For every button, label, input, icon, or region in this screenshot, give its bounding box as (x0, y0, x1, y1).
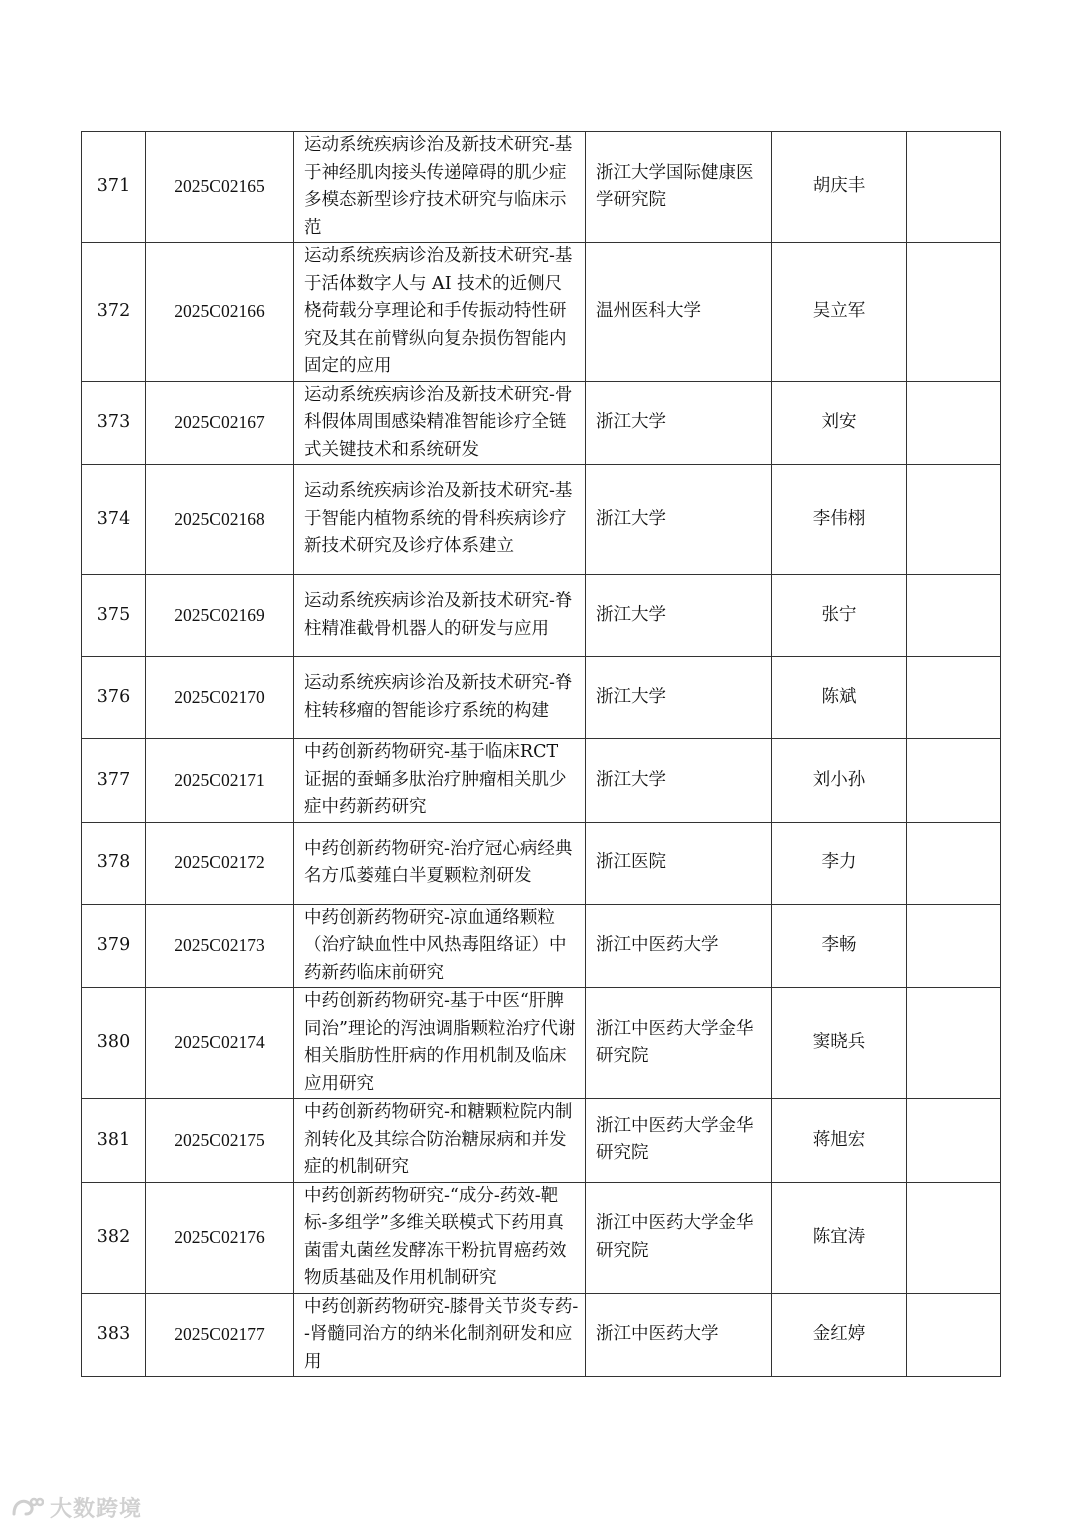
note-cell (907, 988, 1001, 1099)
project-leader: 吴立军 (772, 243, 907, 382)
project-leader: 胡庆丰 (772, 132, 907, 243)
table-row (82, 739, 1001, 823)
row-number: 374 (82, 465, 146, 575)
table-body (82, 132, 1001, 1377)
project-leader: 张宁 (772, 575, 907, 657)
institution: 浙江大学 (586, 575, 772, 657)
row-number: 375 (82, 575, 146, 657)
project-code: 2025C02167 (146, 381, 294, 465)
institution: 浙江中医药大学 (586, 904, 772, 988)
project-leader: 李伟栩 (772, 465, 907, 575)
project-leader: 刘安 (772, 381, 907, 465)
row-number: 376 (82, 657, 146, 739)
note-cell (907, 822, 1001, 904)
note-cell (907, 1182, 1001, 1293)
table-row (82, 132, 1001, 243)
note-cell (907, 739, 1001, 823)
note-cell (907, 465, 1001, 575)
project-title: 运动系统疾病诊治及新技术研究-基于智能内植物系统的骨科疾病诊疗新技术研究及诊疗体系建立 (304, 481, 573, 557)
table-row (82, 822, 1001, 904)
project-title: 运动系统疾病诊治及新技术研究-脊柱精准截骨机器人的研发与应用 (304, 591, 573, 639)
note-cell (907, 1099, 1001, 1183)
project-title: 中药创新药物研究-基于临床RCT 证据的蚕蛹多肽治疗肿瘤相关肌少症中药新药研究 (304, 742, 567, 817)
brand-logo-icon (10, 1494, 44, 1520)
project-title: 中药创新药物研究-基于中医“肝脾同治”理论的泻浊调脂颗粒治疗代谢相关脂肪性肝病的作用机制及临床应用研究 (304, 991, 576, 1094)
project-code: 2025C02171 (146, 739, 294, 823)
row-number: 382 (82, 1182, 146, 1293)
note-cell (907, 381, 1001, 465)
institution: 浙江医院 (586, 822, 772, 904)
institution: 浙江中医药大学金华研究院 (586, 1099, 772, 1183)
row-number: 373 (82, 381, 146, 465)
project-title: 运动系统疾病诊治及新技术研究-脊柱转移瘤的智能诊疗系统的构建 (304, 673, 573, 721)
note-cell (907, 132, 1001, 243)
institution: 浙江中医药大学金华研究院 (586, 988, 772, 1099)
table-row (82, 575, 1001, 657)
project-leader: 李畅 (772, 904, 907, 988)
project-code: 2025C02172 (146, 822, 294, 904)
project-title: 中药创新药物研究-膝骨关节炎专药--肾髓同治方的纳米化制剂研发和应用 (304, 1296, 579, 1372)
table-row (82, 1182, 1001, 1293)
row-number: 377 (82, 739, 146, 823)
table-row (82, 243, 1001, 382)
project-title: 中药创新药物研究-“成分-药效-靶标-多组学”多维关联模式下药用真菌雷丸菌丝发酵冻干粉抗胃癌药效物质基础及作用机制研究 (304, 1185, 567, 1288)
institution: 浙江中医药大学金华研究院 (586, 1182, 772, 1293)
project-code: 2025C02169 (146, 575, 294, 657)
institution: 浙江大学 (586, 657, 772, 739)
institution: 温州医科大学 (586, 243, 772, 382)
note-cell (907, 243, 1001, 382)
row-number: 383 (82, 1293, 146, 1377)
project-code: 2025C02166 (146, 243, 294, 382)
row-number: 371 (82, 132, 146, 243)
institution: 浙江中医药大学 (586, 1293, 772, 1377)
project-leader: 李力 (772, 822, 907, 904)
row-number: 378 (82, 822, 146, 904)
table-row (82, 988, 1001, 1099)
institution: 浙江大学国际健康医学研究院 (586, 132, 772, 243)
row-number: 380 (82, 988, 146, 1099)
project-leader: 刘小孙 (772, 739, 907, 823)
project-code: 2025C02177 (146, 1293, 294, 1377)
project-title: 中药创新药物研究-和糖颗粒院内制剂转化及其综合防治糖尿病和并发症的机制研究 (304, 1102, 573, 1177)
row-number: 379 (82, 904, 146, 988)
project-code: 2025C02168 (146, 465, 294, 575)
table-row (82, 1293, 1001, 1377)
row-number: 381 (82, 1099, 146, 1183)
project-leader: 蒋旭宏 (772, 1099, 907, 1183)
note-cell (907, 657, 1001, 739)
note-cell (907, 1293, 1001, 1377)
table-row (82, 657, 1001, 739)
table-row (82, 381, 1001, 465)
project-code: 2025C02165 (146, 132, 294, 243)
project-title: 运动系统疾病诊治及新技术研究-骨科假体周围感染精准智能诊疗全链式关键技术和系统研发 (304, 384, 573, 460)
table-row (82, 904, 1001, 988)
project-code: 2025C02173 (146, 904, 294, 988)
project-code: 2025C02175 (146, 1099, 294, 1183)
project-leader: 陈宜涛 (772, 1182, 907, 1293)
note-cell (907, 904, 1001, 988)
row-number: 372 (82, 243, 146, 382)
project-leader: 窦晓兵 (772, 988, 907, 1099)
institution: 浙江大学 (586, 465, 772, 575)
institution: 浙江大学 (586, 739, 772, 823)
project-leader: 金红婷 (772, 1293, 907, 1377)
note-cell (907, 575, 1001, 657)
project-table (81, 131, 1001, 1377)
project-code: 2025C02170 (146, 657, 294, 739)
table-row (82, 1099, 1001, 1183)
table-row (82, 465, 1001, 575)
project-title: 运动系统疾病诊治及新技术研究-基于神经肌肉接头传递障碍的肌少症多模态新型诊疗技术研究与临床示范 (304, 135, 573, 238)
watermark (10, 1492, 142, 1522)
project-code: 2025C02176 (146, 1182, 294, 1293)
watermark-text: 大数跨境 (50, 1496, 143, 1522)
project-title: 中药创新药物研究-治疗冠心病经典名方瓜蒌薤白半夏颗粒剂研发 (304, 838, 573, 886)
institution: 浙江大学 (586, 381, 772, 465)
project-code: 2025C02174 (146, 988, 294, 1099)
project-leader: 陈斌 (772, 657, 907, 739)
project-title: 运动系统疾病诊治及新技术研究-基于活体数字人与 AI 技术的近侧尺桡荷载分享理论和手传振动特性研究及其在前臂纵向复杂损伤智能内固定的应用 (304, 246, 573, 376)
project-title: 中药创新药物研究-凉血通络颗粒（治疗缺血性中风热毒阻络证）中药新药临床前研究 (304, 907, 567, 983)
